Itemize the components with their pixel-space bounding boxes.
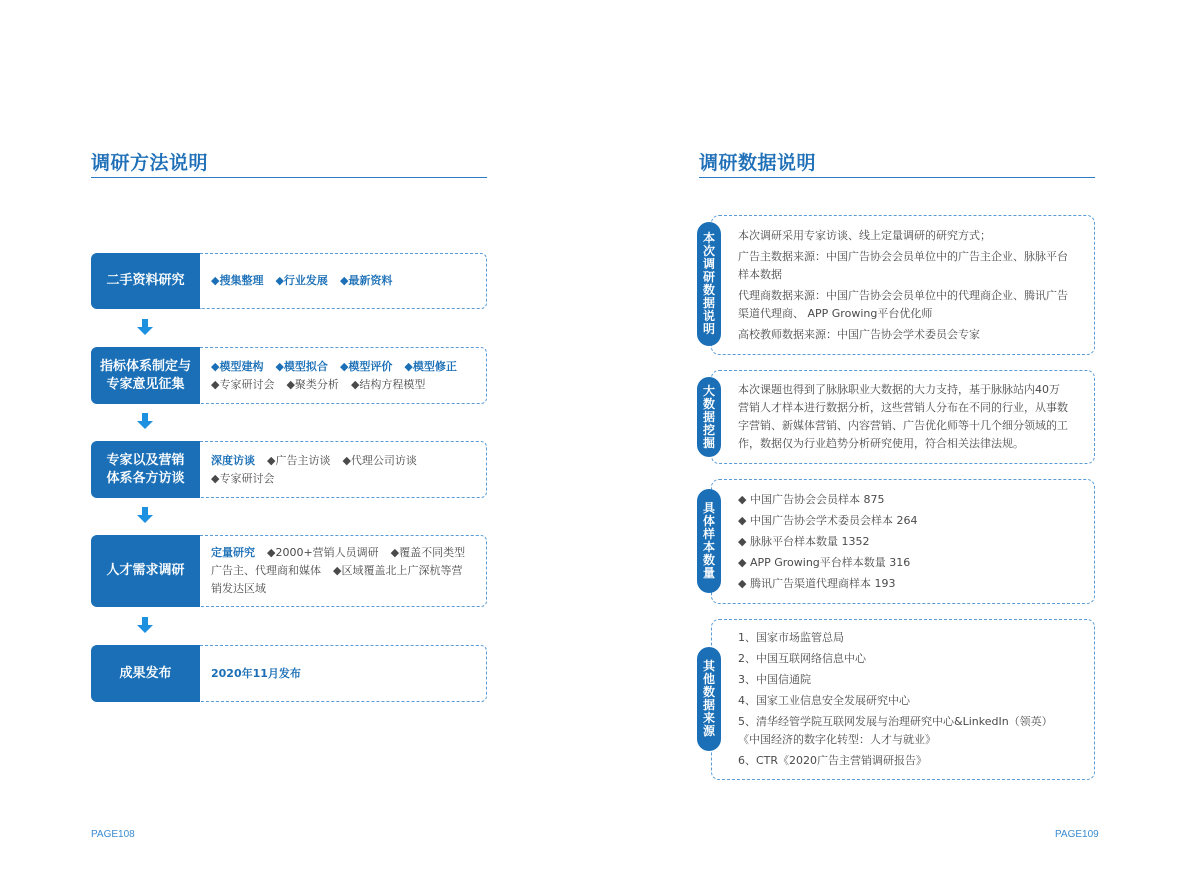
data-box-paragraph (738, 575, 1082, 593)
data-box (711, 215, 1095, 355)
data-box-paragraph (738, 629, 1082, 647)
data-box (711, 479, 1095, 604)
method-step-line (211, 358, 476, 376)
method-keyword: ◆行业发展 (275, 274, 328, 287)
right-section-rule (699, 177, 1095, 178)
data-box-line: ◆ 中国广告协会会员样本 875 (738, 492, 885, 506)
method-step-body (200, 253, 487, 309)
method-step-label (91, 441, 200, 498)
data-box-paragraph (738, 713, 1082, 749)
data-box-label (697, 489, 721, 593)
method-step-label (91, 347, 200, 404)
data-box-paragraph (738, 692, 1082, 710)
method-step (91, 347, 487, 404)
method-item: ◆2000+营销人员调研 (267, 546, 379, 559)
data-box-label (697, 647, 721, 751)
data-box-line: 本次课题也得到了脉脉职业大数据的大力支持，基于脉脉站内40万 (738, 383, 1060, 396)
data-box-label-text: 其他数据来源 (702, 659, 715, 738)
data-box (711, 370, 1095, 464)
down-arrow-icon (137, 617, 153, 633)
method-step-label-text: 成果发布 (119, 665, 172, 681)
method-step-label-text: 二手资料研究 (106, 273, 185, 288)
data-box-paragraph (738, 752, 1082, 770)
method-step-label (91, 645, 200, 702)
method-item: ◆结构方程模型 (350, 377, 426, 391)
data-box-line: 广告主数据来源：中国广告协会会员单位中的广告主企业、脉脉平台 (738, 249, 1068, 263)
method-step-label-text: 指标体系制定与 专家意见征集 (99, 358, 191, 392)
right-page-number: PAGE109 (1055, 829, 1099, 840)
method-keyword: 深度访谈 (211, 453, 255, 467)
method-step-body (200, 645, 487, 702)
method-step-label (91, 253, 200, 309)
data-box-paragraph (738, 491, 1082, 509)
method-item: 广告主、代理商和媒体 (211, 564, 321, 577)
data-box-paragraph (738, 554, 1082, 572)
data-box-label-text: 大数据挖掘 (702, 383, 715, 450)
data-box-paragraph (738, 248, 1082, 284)
data-box-line: 1、国家市场监管总局 (738, 631, 844, 644)
data-box-label (697, 222, 721, 346)
method-step (91, 441, 487, 498)
left-section-rule (91, 177, 487, 178)
data-box-line: ◆ APP Growing平台样本数量 316 (738, 555, 911, 569)
left-page-number: PAGE108 (91, 829, 135, 840)
data-box-line: 高校教师数据来源：中国广告协会学术委员会专家 (738, 327, 980, 341)
method-step-line (211, 544, 476, 562)
method-step (91, 645, 487, 702)
data-box-label-text: 本次调研数据说明 (702, 231, 715, 336)
data-box-line: 本次调研采用专家访谈、线上定量调研的研究方式； (738, 228, 991, 242)
right-section-title: 调研数据说明 (699, 152, 817, 174)
down-arrow-icon (137, 413, 153, 429)
method-step-line (211, 470, 476, 488)
data-box-line: 3、中国信通院 (738, 673, 811, 686)
method-step (91, 253, 487, 309)
data-box-label (697, 377, 721, 457)
data-box-paragraph (738, 671, 1082, 689)
data-box-paragraph (738, 533, 1082, 551)
method-step-label-text: 专家以及营销 体系各方访谈 (106, 452, 185, 486)
method-item: ◆区域覆盖北上广深杭等营 (333, 564, 463, 577)
left-section-title: 调研方法说明 (91, 152, 209, 174)
method-keyword: ◆搜集整理 (211, 274, 264, 287)
method-item: ◆广告主访谈 (267, 453, 331, 467)
data-box-line: 4、国家工业信息安全发展研究中心 (738, 694, 910, 707)
down-arrow-icon (137, 507, 153, 523)
method-step-line (211, 272, 476, 290)
method-step-body (200, 441, 487, 498)
method-step-line (211, 452, 476, 470)
method-step (91, 535, 487, 607)
data-box-paragraph (738, 287, 1082, 323)
data-box-line: 样本数据 (738, 267, 782, 281)
method-step-label (91, 535, 200, 607)
data-box-paragraph (738, 326, 1082, 344)
data-box-paragraph (738, 227, 1082, 245)
data-box-line: ◆ 腾讯广告渠道代理商样本 193 (738, 576, 896, 590)
data-box-line: 渠道代理商、 APP Growing平台优化师 (738, 306, 933, 320)
method-keyword: 定量研究 (211, 546, 255, 559)
method-keyword: ◆模型修正 (404, 359, 457, 373)
method-step-body (200, 347, 487, 404)
data-box-label-text: 具体样本数量 (702, 501, 715, 580)
method-item: ◆覆盖不同类型 (390, 546, 466, 559)
method-step-label-text: 人才需求调研 (106, 563, 185, 578)
method-keyword: ◆模型评价 (339, 359, 393, 373)
method-step-line (211, 665, 476, 683)
data-box-line: 营销人才样本进行数据分析，这些营销人分布在不同的行业，从事数 (738, 401, 1068, 414)
data-box-line: 作，数据仅为行业趋势分析研究使用，符合相关法律法规。 (738, 437, 1024, 450)
data-box-line: 5、清华经管学院互联网发展与治理研究中心&LinkedIn（领英） (738, 715, 1053, 728)
method-step-line (211, 376, 476, 394)
data-box-line: ◆ 脉脉平台样本数量 1352 (738, 534, 870, 548)
method-item: ◆专家研讨会 (211, 471, 275, 485)
down-arrow-icon (137, 319, 153, 335)
method-step-body (200, 535, 487, 607)
method-keyword: ◆模型建构 (211, 359, 264, 373)
data-box-paragraph (738, 512, 1082, 530)
data-box-line: 字营销、新媒体营销、内容营销、广告优化师等十几个细分领域的工 (738, 419, 1068, 432)
method-keyword: ◆最新资料 (339, 274, 393, 287)
data-box-paragraph (738, 381, 1082, 453)
data-box-line: 6、CTR《2020广告主营销调研报告》 (738, 754, 928, 767)
data-box-line: 代理商数据来源：中国广告协会会员单位中的代理商企业、腾讯广告 (738, 288, 1068, 302)
data-box-line: ◆ 中国广告协会学术委员会样本 264 (738, 513, 918, 527)
data-box-line: 2、中国互联网络信息中心 (738, 652, 866, 665)
method-keyword: ◆模型拟合 (275, 359, 328, 373)
data-box (711, 619, 1095, 780)
data-box-paragraph (738, 650, 1082, 668)
method-item: ◆聚类分析 (286, 377, 339, 391)
method-step-line (211, 562, 476, 580)
method-keyword: 2020年11月发布 (211, 666, 301, 680)
data-box-line: 《中国经济的数字化转型：人才与就业》 (738, 733, 936, 746)
method-item: 销发达区域 (211, 582, 266, 595)
method-step-line (211, 580, 476, 598)
method-item: ◆代理公司访谈 (342, 453, 417, 467)
method-item: ◆专家研讨会 (211, 377, 275, 391)
